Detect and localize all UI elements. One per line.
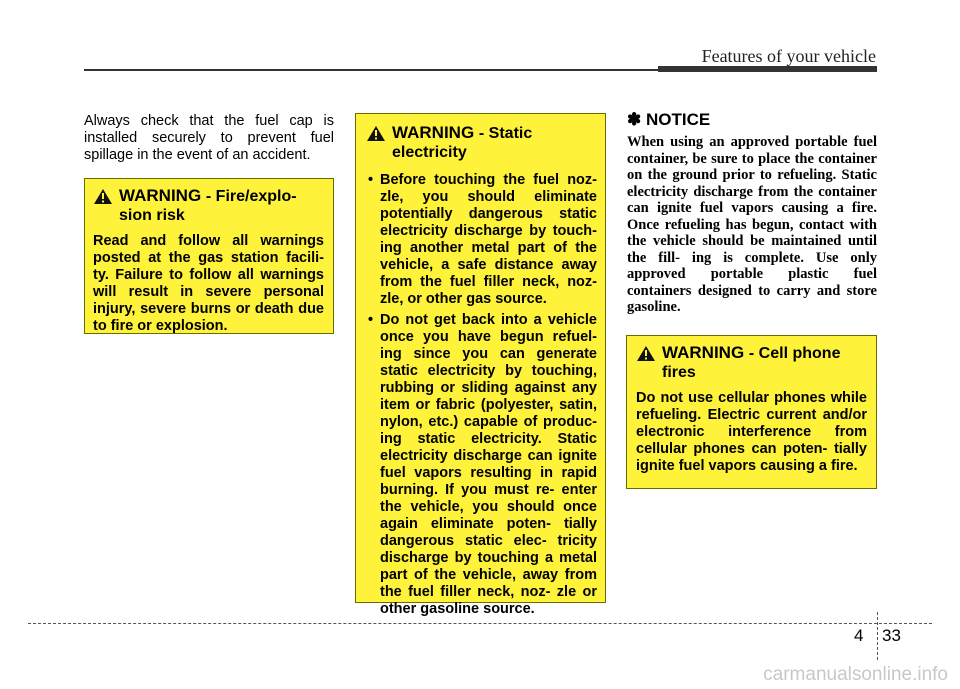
list-item: • Before touching the fuel noz- zle, you should eliminate potentially dangerous static electricity discharge by touch- ing another metal part of the vehicle, a safe distance away from the fuel filler neck, noz- zle, or other gas source. bbox=[366, 172, 597, 308]
warning-fire-box bbox=[84, 178, 334, 334]
warning-triangle-icon bbox=[636, 345, 656, 362]
asterisk-icon: ✽ bbox=[627, 110, 642, 129]
warning-label: WARNING bbox=[662, 343, 745, 362]
warning-label: WARNING bbox=[119, 186, 202, 205]
footer-divider bbox=[877, 612, 878, 660]
warning-subtitle: - Cell phone fires bbox=[662, 345, 841, 381]
warning-label: WARNING bbox=[392, 123, 475, 142]
header-rule-accent bbox=[658, 66, 877, 72]
warning-triangle-icon bbox=[93, 188, 113, 205]
notice-body: When using an approved portable fuel container, be sure to place the container on the ground prior to refueling. Static electricity discharge from the container can ignite fuel vapors causing a fire. Once refueling has begun, contact with the vehicle should be maintained until the fill- ing is complete. Use only approved portable plastic fuel containers designed to carry and store gasoline. bbox=[627, 134, 877, 315]
footer-rule bbox=[28, 623, 932, 624]
list-item: • Do not get back into a vehicle once you have begun refuel- ing since you can generate static electricity by touching, rubbing or sliding against any item or fabric (polyester, satin, nylon, etc.) capable of produc- ing static electricity. Static electricity discharge can ignite fuel vapors resulting in rapid burning. If you must re- enter the vehicle, you should once again eliminate poten- tially dangerous static elec- tricity discharge by touching a metal part of the vehicle, away from the fuel filler neck, noz- zle or other gasoline source. bbox=[366, 312, 597, 618]
page-number: 33 bbox=[882, 626, 901, 645]
fuel-cap-paragraph: Always check that the fuel cap is installed securely to prevent fuel spillage in the event of an accident. bbox=[84, 113, 334, 163]
warning-fire-body: Read and follow all warnings posted at the gas station facili- ty. Failure to follow all warnings will result in severe personal injury, severe burns or death due to fire or explosion. bbox=[93, 233, 324, 334]
warning-static-body bbox=[366, 172, 597, 618]
warning-phone-title bbox=[636, 344, 867, 382]
watermark: carmanualsonline.info bbox=[763, 664, 948, 685]
warning-fire-title bbox=[93, 187, 324, 225]
warning-subtitle: - Static electricity bbox=[392, 125, 533, 161]
warning-phone-body: Do not use cellular phones while refueling. Electric current and/or electronic interference from cellular phones can poten- tially ignite fuel vapors causing a fire. bbox=[636, 390, 867, 474]
chapter-number: 4 bbox=[854, 626, 864, 645]
warning-static-box bbox=[355, 113, 606, 617]
page-header-title: Features of your vehicle bbox=[701, 46, 876, 66]
warning-subtitle: - Fire/explo- sion risk bbox=[119, 188, 297, 224]
notice-heading-text: NOTICE bbox=[645, 110, 711, 129]
notice-heading bbox=[627, 110, 710, 130]
warning-static-title bbox=[366, 124, 597, 162]
warning-triangle-icon bbox=[366, 125, 386, 142]
warning-phone-box bbox=[626, 335, 877, 489]
